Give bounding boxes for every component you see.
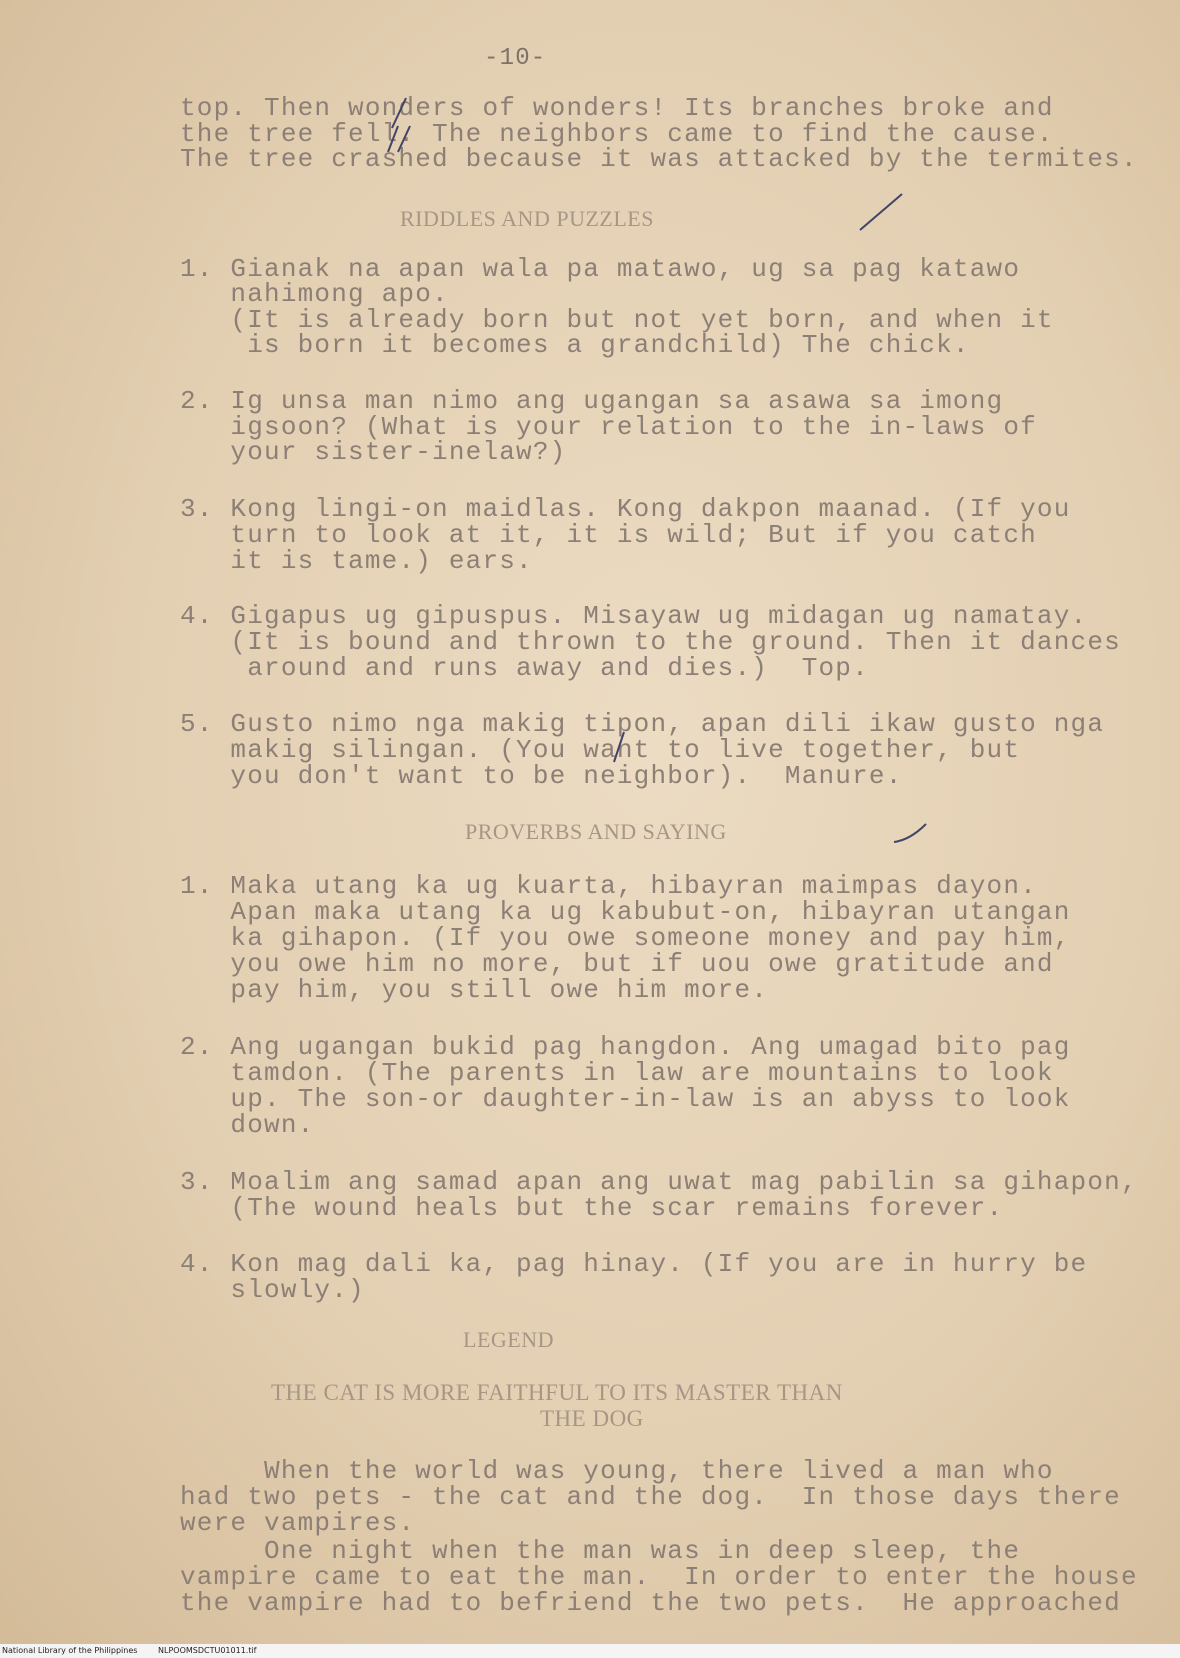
correction-mark-icon (610, 730, 628, 764)
legend-body-line: the vampire had to befriend the two pets. He approached (180, 1588, 1121, 1618)
proverb-line: 2. Ang ugangan bukid pag hangdon. Ang umagad bito pag (180, 1032, 1071, 1062)
page-number: -10- (484, 45, 547, 72)
legend-body-line: had two pets - the cat and the dog. In those days there (180, 1482, 1121, 1512)
riddle-line: 3. Kong lingi-on maidlas. Kong dakpon maanad. (If you (180, 494, 1071, 524)
riddles-heading: RIDDLES AND PUZZLES (400, 206, 654, 231)
proverb-line: 4. Kon mag dali ka, pag hinay. (If you are in hurry be (180, 1249, 1088, 1279)
intro-line: The tree crashed because it was attacked by the termites. (180, 144, 1138, 174)
proverb-line: slowly.) (180, 1275, 365, 1305)
riddle-line: igsoon? (What is your relation to the in-laws of (180, 412, 1037, 442)
riddle-line: you don't want to be neighbor). Manure. (180, 761, 903, 791)
riddle-line: your sister-inelaw?) (180, 437, 567, 467)
intro-line: the tree fell. The neighbors came to find the cause. (180, 119, 1054, 149)
riddle-line: it is tame.) ears. (180, 546, 533, 576)
riddle-line: makig silingan. (You want to live together, but (180, 735, 1021, 765)
proverb-line: ka gihapon. (If you owe someone money and pay him, (180, 923, 1071, 953)
proverb-line: you owe him no more, but if uou owe gratitude and (180, 949, 1054, 979)
riddle-line: turn to look at it, it is wild; But if you catch (180, 520, 1037, 550)
riddle-line: 5. Gusto nimo nga makig tipon, apan dili ikaw gusto nga (180, 709, 1105, 739)
legend-body-line: One night when the man was in deep sleep, the (180, 1536, 1021, 1566)
footer-source: National Library of the Philippines (2, 1646, 138, 1655)
riddle-line: 2. Ig unsa man nimo ang ugangan sa asawa sa imong (180, 386, 1004, 416)
check-mark-icon (858, 192, 904, 232)
riddle-line: (It is bound and thrown to the ground. Then it dances (180, 627, 1121, 657)
proverb-line: Apan maka utang ka ug kabubut-on, hibayran utangan (180, 897, 1071, 927)
legend-title-line: THE CAT IS MORE FAITHFUL TO ITS MASTER THAN (271, 1380, 843, 1405)
riddle-line: 1. Gianak na apan wala pa matawo, ug sa pag katawo (180, 254, 1021, 284)
archive-footer (0, 1644, 1180, 1658)
proverb-line: tamdon. (The parents in law are mountains to look (180, 1058, 1054, 1088)
proverb-line: (The wound heals but the scar remains forever. (180, 1193, 1004, 1223)
riddle-line: nahimong apo. (180, 279, 449, 309)
proverbs-heading: PROVERBS AND SAYING (465, 819, 727, 844)
legend-heading: LEGEND (463, 1327, 554, 1352)
riddle-line: is born it becomes a grandchild) The chick. (180, 330, 970, 360)
legend-body-line: were vampires. (180, 1508, 416, 1538)
riddle-line: around and runs away and dies.) Top. (180, 653, 869, 683)
riddle-line: 4. Gigapus ug gipuspus. Misayaw ug midagan ug namatay. (180, 601, 1088, 631)
footer-filename: NLPOOMSDCTU01011.tif (158, 1646, 257, 1655)
legend-title-line: THE DOG (540, 1406, 644, 1431)
intro-line: top. Then wonders of wonders! Its branches broke and (180, 93, 1054, 123)
riddle-line: (It is already born but not yet born, and when it (180, 305, 1054, 335)
proverb-line: pay him, you still owe him more. (180, 975, 769, 1005)
proverb-line: 3. Moalim ang samad apan ang uwat mag pabilin sa gihapon, (180, 1167, 1138, 1197)
proverb-line: 1. Maka utang ka ug kuarta, hibayran maimpas dayon. (180, 871, 1037, 901)
legend-body-line: vampire came to eat the man. In order to enter the house (180, 1562, 1138, 1592)
legend-body-line: When the world was young, there lived a man who (180, 1456, 1054, 1486)
correction-mark-icon (384, 122, 414, 154)
proverb-line: up. The son-or daughter-in-law is an abyss to look (180, 1084, 1071, 1114)
check-mark-icon (892, 822, 928, 844)
proverb-line: down. (180, 1110, 315, 1140)
